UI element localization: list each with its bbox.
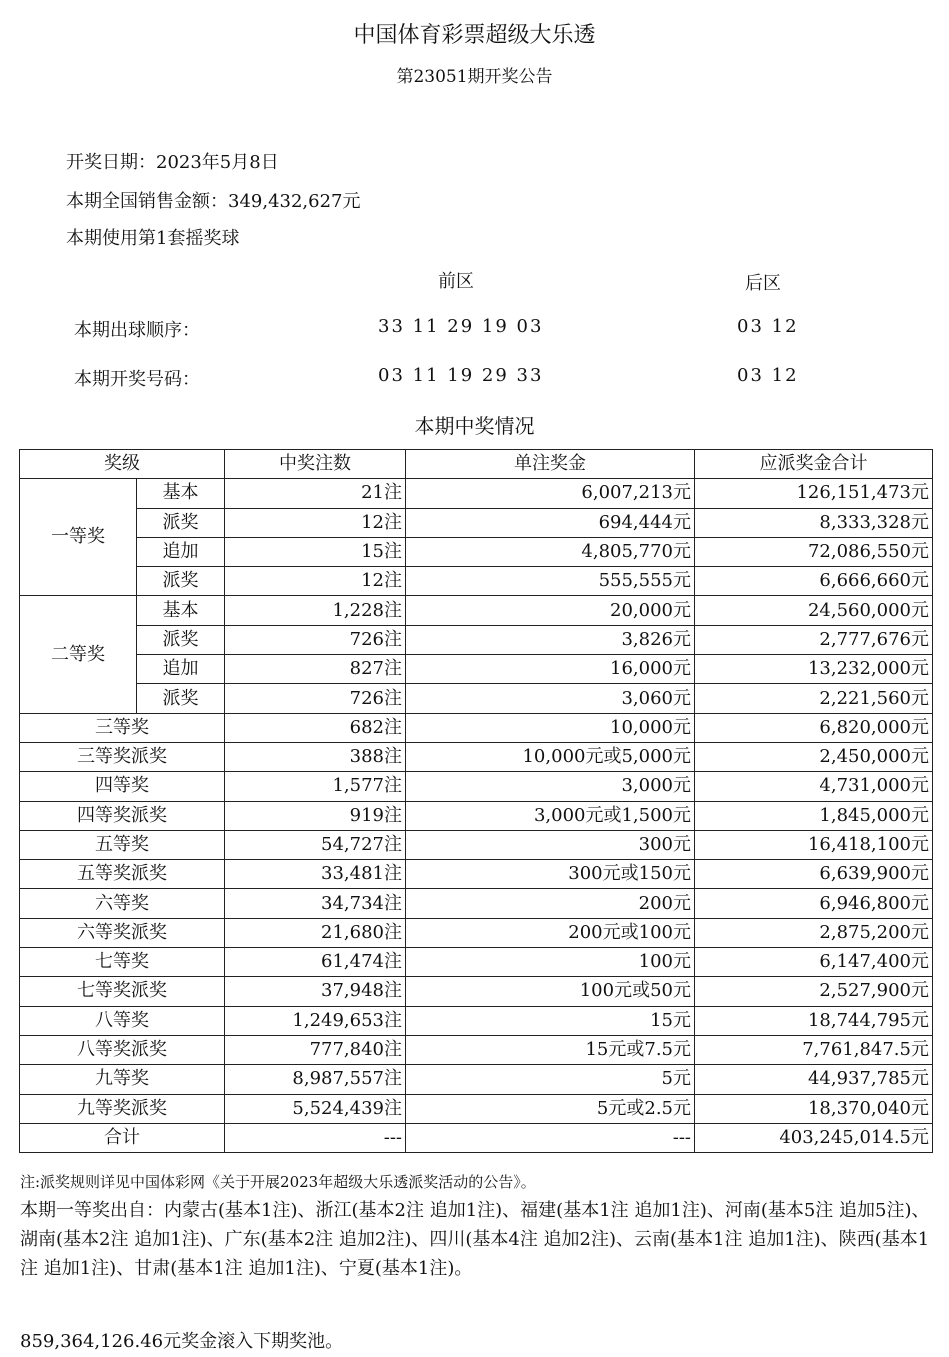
table-header-row [20,450,933,479]
sub-level: 派奖 [137,508,225,537]
win-count: 54,727注 [225,830,406,859]
table-row [20,801,933,830]
table-row [20,977,933,1006]
header-total-prize: 应派奖金合计 [695,450,933,479]
winning-numbers-label: 本期开奖号码： [74,369,200,390]
total-prize: 126,151,473元 [695,479,933,508]
front-zone-label: 前区 [438,271,474,292]
unit-prize: 100元 [406,948,695,977]
table-sum-row [20,1123,933,1152]
winning-numbers-front: 03 11 19 29 33 [378,365,544,386]
unit-prize: 555,555元 [406,567,695,596]
table-row [20,1006,933,1035]
sales-amount: 本期全国销售金额：349,432,627元 [66,191,361,212]
win-count: 827注 [225,655,406,684]
draw-order-back: 03 12 [737,316,799,337]
unit-prize: 300元 [406,830,695,859]
sub-level: 追加 [137,537,225,566]
sub-level: 派奖 [137,567,225,596]
prize-level: 五等奖 [20,830,225,859]
total-prize: 72,086,550元 [695,537,933,566]
win-count: 1,228注 [225,596,406,625]
sub-level: 派奖 [137,625,225,654]
header-count: 中奖注数 [225,450,406,479]
issue-subtitle: 第23051期开奖公告 [396,67,553,87]
total-prize: 13,232,000元 [695,655,933,684]
table-row [20,889,933,918]
second-prize-label: 二等奖 [20,596,137,713]
win-count: 777,840注 [225,1035,406,1064]
total-prize: 6,820,000元 [695,713,933,742]
prize-level: 六等奖 [20,889,225,918]
announcement-title: 中国体育彩票超级大乐透 [353,23,596,48]
unit-prize: 200元 [406,889,695,918]
unit-prize: 6,007,213元 [406,479,695,508]
draw-order-label: 本期出球顺序： [74,320,200,341]
prize-level: 三等奖 [20,713,225,742]
total-prize: 2,527,900元 [695,977,933,1006]
total-prize: 7,761,847.5元 [695,1035,933,1064]
prize-section-title: 本期中奖情况 [414,414,535,438]
win-count: 34,734注 [225,889,406,918]
total-prize: 1,845,000元 [695,801,933,830]
prize-level: 八等奖派奖 [20,1035,225,1064]
unit-prize: 3,000元或1,500元 [406,801,695,830]
table-row [20,830,933,859]
total-prize: 24,560,000元 [695,596,933,625]
win-count: 1,577注 [225,772,406,801]
sub-level: 追加 [137,655,225,684]
sub-level: 基本 [137,596,225,625]
sum-total: 403,245,014.5元 [695,1123,933,1152]
total-prize: 2,777,676元 [695,625,933,654]
table-row [20,684,933,713]
header-unit-prize: 单注奖金 [406,450,695,479]
ball-set: 本期使用第1套摇奖球 [66,228,240,249]
table-row [20,772,933,801]
table-row [20,1035,933,1064]
unit-prize: 200元或100元 [406,918,695,947]
total-prize: 18,370,040元 [695,1094,933,1123]
prize-level: 九等奖派奖 [20,1094,225,1123]
table-row [20,860,933,889]
first-prize-origin: 本期一等奖出自：内蒙古(基本1注)、浙江(基本2注 追加1注)、福建(基本1注 追加1注)、河南(基本5注 追加5注)、湖南(基本2注 追加1注)、广东(基本2注 追加2注)、四川(基本4注 追加2注)、云南(基本1注 追加1注)、陕西(基本1注 追加1注)、甘肃(基本1注 追加1注)、宁夏(基本1注)。 [20,1200,930,1279]
table-row [20,713,933,742]
unit-prize: 15元或7.5元 [406,1035,695,1064]
unit-prize: 10,000元 [406,713,695,742]
win-count: 1,249,653注 [225,1006,406,1035]
win-count: 388注 [225,742,406,771]
total-prize: 44,937,785元 [695,1065,933,1094]
sum-count: --- [225,1123,406,1152]
win-count: 15注 [225,537,406,566]
table-row [20,596,933,625]
table-row [20,537,933,566]
total-prize: 2,875,200元 [695,918,933,947]
sub-level: 派奖 [137,684,225,713]
unit-prize: 4,805,770元 [406,537,695,566]
win-count: 919注 [225,801,406,830]
prize-level: 三等奖派奖 [20,742,225,771]
prize-level: 七等奖派奖 [20,977,225,1006]
header-level: 奖级 [20,450,225,479]
win-count: 61,474注 [225,948,406,977]
draw-order-front: 33 11 29 19 03 [378,316,544,337]
table-row [20,1094,933,1123]
unit-prize: 5元或2.5元 [406,1094,695,1123]
unit-prize: 100元或50元 [406,977,695,1006]
unit-prize: 20,000元 [406,596,695,625]
unit-prize: 16,000元 [406,655,695,684]
total-prize: 6,666,660元 [695,567,933,596]
prize-level: 八等奖 [20,1006,225,1035]
unit-prize: 3,000元 [406,772,695,801]
unit-prize: 300元或150元 [406,860,695,889]
rollover-amount: 859,364,126.46元奖金滚入下期奖池。 [20,1331,344,1352]
win-count: 21注 [225,479,406,508]
win-count: 37,948注 [225,977,406,1006]
unit-prize: 5元 [406,1065,695,1094]
table-row [20,479,933,508]
prize-level: 五等奖派奖 [20,860,225,889]
prize-level: 四等奖派奖 [20,801,225,830]
table-row [20,625,933,654]
table-row [20,567,933,596]
table-row [20,655,933,684]
win-count: 12注 [225,508,406,537]
total-prize: 4,731,000元 [695,772,933,801]
total-prize: 18,744,795元 [695,1006,933,1035]
table-row [20,742,933,771]
win-count: 726注 [225,684,406,713]
unit-prize: 3,060元 [406,684,695,713]
table-row [20,948,933,977]
win-count: 33,481注 [225,860,406,889]
sum-unit: --- [406,1123,695,1152]
win-count: 12注 [225,567,406,596]
win-count: 8,987,557注 [225,1065,406,1094]
unit-prize: 10,000元或5,000元 [406,742,695,771]
prize-level: 九等奖 [20,1065,225,1094]
prize-level: 六等奖派奖 [20,918,225,947]
table-row [20,1065,933,1094]
back-zone-label: 后区 [745,273,781,294]
total-prize: 6,639,900元 [695,860,933,889]
win-count: 682注 [225,713,406,742]
total-prize: 2,221,560元 [695,684,933,713]
table-row [20,918,933,947]
prize-level: 七等奖 [20,948,225,977]
winning-numbers-back: 03 12 [737,365,799,386]
total-prize: 16,418,100元 [695,830,933,859]
total-prize: 6,946,800元 [695,889,933,918]
unit-prize: 15元 [406,1006,695,1035]
win-count: 726注 [225,625,406,654]
draw-date: 开奖日期：2023年5月8日 [66,152,279,173]
table-row [20,508,933,537]
unit-prize: 694,444元 [406,508,695,537]
win-count: 5,524,439注 [225,1094,406,1123]
footnote: 注:派奖规则详见中国体彩网《关于开展2023年超级大乐透派奖活动的公告》。 [20,1173,536,1191]
total-prize: 8,333,328元 [695,508,933,537]
sub-level: 基本 [137,479,225,508]
unit-prize: 3,826元 [406,625,695,654]
sum-label: 合计 [20,1123,225,1152]
first-prize-label: 一等奖 [20,479,137,596]
total-prize: 2,450,000元 [695,742,933,771]
prize-level: 四等奖 [20,772,225,801]
win-count: 21,680注 [225,918,406,947]
prize-table [19,449,933,1153]
total-prize: 6,147,400元 [695,948,933,977]
